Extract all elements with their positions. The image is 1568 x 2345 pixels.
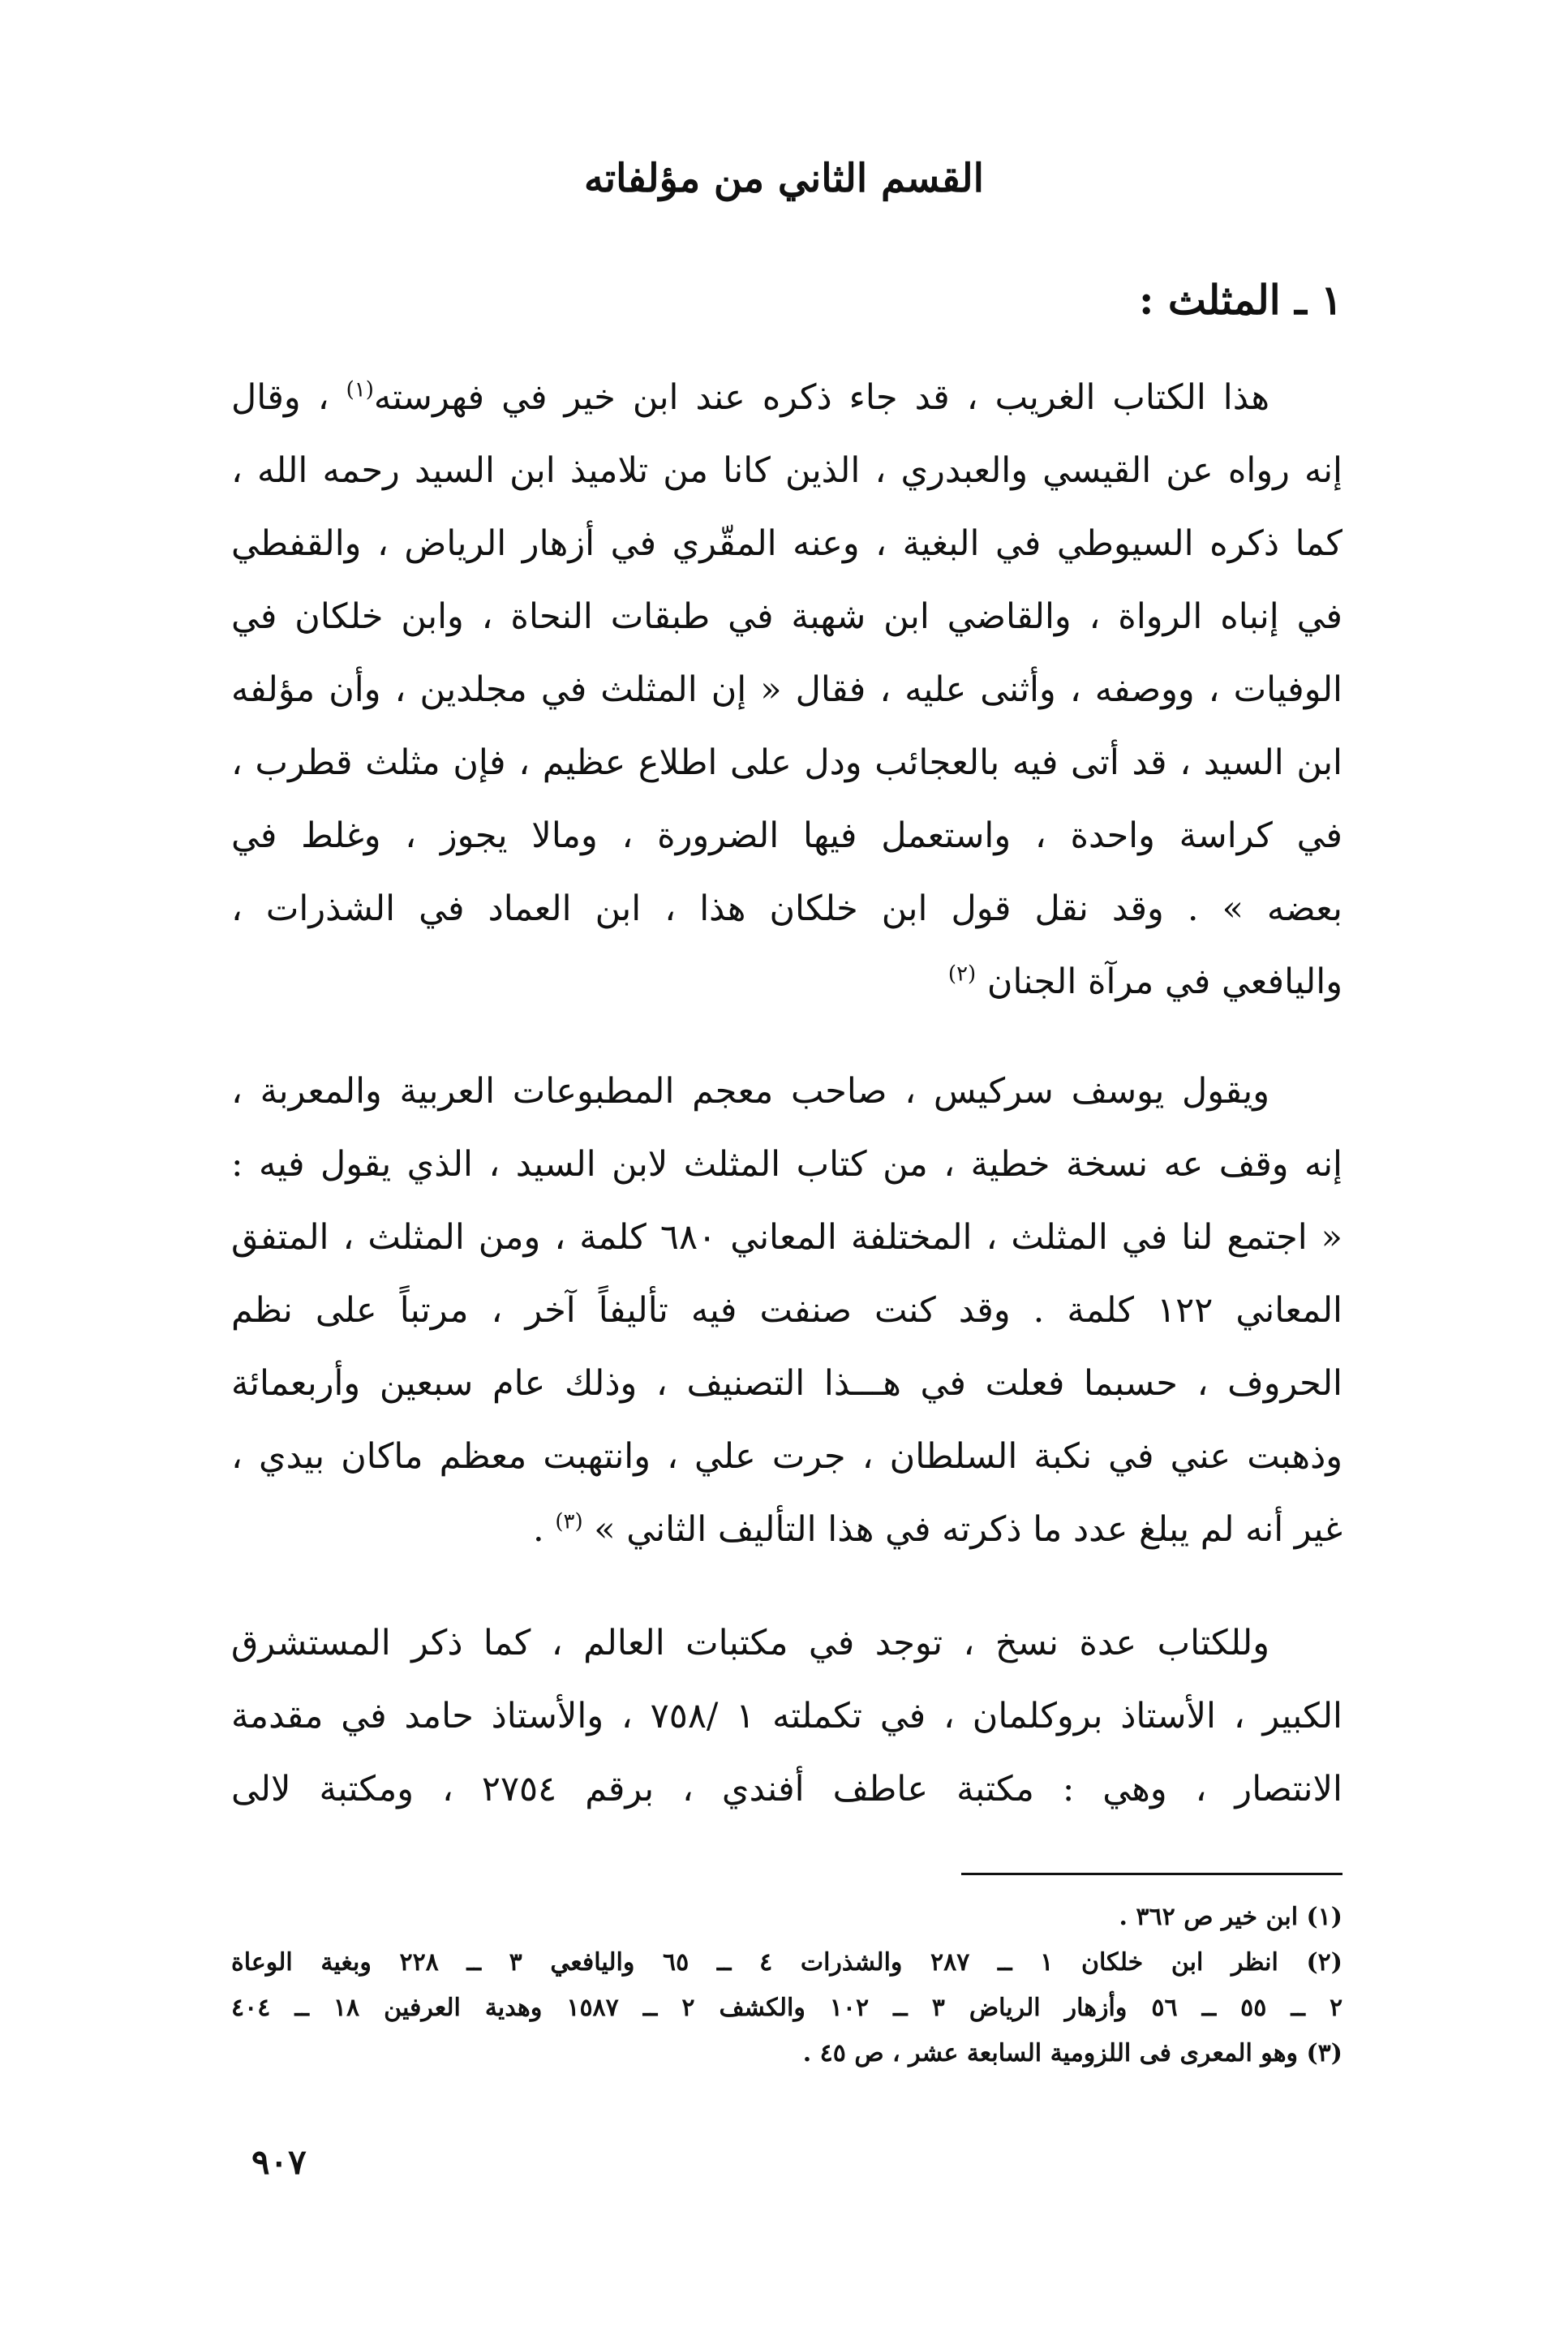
paragraph-line: كما ذكره السيوطي في البغية ، وعنه المقّري في أزهار الرياض ، والقفطي (231, 523, 1342, 564)
page-number: ٩٠٧ (251, 2142, 307, 2182)
paragraph-line: الكبير ، الأستاذ بروكلمان ، في تكملته ١ /٧٥٨ ، والأستاذ حامد في مقدمة (231, 1696, 1342, 1736)
paragraph-line: واليافعي في مرآة الجنان $^{(٢)}$ (947, 962, 1342, 1002)
paragraph-line: « اجتمع لنا في المثلث ، المختلفة المعاني ٦٨٠ كلمة ، ومن المثلث ، المتفق (231, 1217, 1342, 1258)
paragraph-line: في كراسة واحدة ، واستعمل فيها الضرورة ، ومالا يجوز ، وغلط في (231, 815, 1342, 856)
paragraph-line: هذا الكتاب الغريب ، قد جاء ذكره عند ابن خير في فهرسته$^{(١)}$ ، وقال (231, 377, 1270, 418)
footnote-2-continued: ٢ ــ ٥٥ ــ ٥٦ وأزهار الرياض ٣ ــ ١٠٢ والكشف ٢ ــ ١٥٨٧ وهدية العرفين ١٨ ــ ٤٠٤ (231, 1994, 1342, 2022)
paragraph-line: الوفيات ، ووصفه ، وأثنى عليه ، فقال « إن المثلث في مجلدين ، وأن مؤلفه (231, 669, 1342, 710)
footnote-2: (٢) انظر ابن خلكان ١ ــ ٢٨٧ والشذرات ٤ ــ ٦٥ واليافعي ٣ ــ ٢٢٨ وبغية الوعاة (231, 1948, 1342, 1977)
paragraph-line: وذهبت عني في نكبة السلطان ، جرت علي ، وانتهبت معظم ماكان بيدي ، (231, 1436, 1342, 1477)
paragraph-line: ويقول يوسف سركيس ، صاحب معجم المطبوعات العربية والمعربة ، (231, 1071, 1269, 1112)
paragraph-line: ابن السيد ، قد أتى فيه بالعجائب ودل على اطلاع عظيم ، فإن مثلث قطرب ، (231, 742, 1342, 783)
footnote-divider (961, 1873, 1342, 1875)
paragraph-line: غير أنه لم يبلغ عدد ما ذكرته في هذا التأليف الثاني » $^{(٣)}$ . (532, 1509, 1342, 1550)
paragraph-line: المعاني ١٢٢ كلمة . وقد كنت صنفت فيه تأليفاً آخر ، مرتباً على نظم (231, 1290, 1342, 1331)
paragraph-line: إنه وقف عه نسخة خطية ، من كتاب المثلث لابن السيد ، الذي يقول فيه : (231, 1144, 1342, 1185)
paragraph-line: وللكتاب عدة نسخ ، توجد في مكتبات العالم ، كما ذكر المستشرق (231, 1623, 1269, 1663)
paragraph-line: الحروف ، حسبما فعلت في هـــذا التصنيف ، وذلك عام سبعين وأربعمائة (231, 1363, 1342, 1404)
paragraph-2 (231, 1055, 1342, 1566)
paragraph-1 (231, 361, 1342, 1018)
footnotes (231, 1895, 1342, 2076)
paragraph-line: بعضه » . وقد نقل قول ابن خلكان هذا ، ابن العماد في الشذرات ، (231, 889, 1342, 929)
footnote-1: (١) ابن خير ص ٣٦٢ . (1119, 1903, 1342, 1931)
paragraph-line: الانتصار ، وهي : مكتبة عاطف أفندي ، برقم ٢٧٥٤ ، ومكتبة لالى (231, 1769, 1342, 1809)
footnote-marker-3: (٣) (555, 1509, 583, 1534)
paragraph-3 (231, 1607, 1342, 1826)
section-title: القسم الثاني من مؤلفاته (584, 156, 984, 201)
subheading: ١ ـ المثلث : (1139, 276, 1342, 324)
footnote-marker-2: (٢) (947, 962, 977, 987)
footnote-3: (٣) وهو المعرى فى اللزومية السابعة عشر ، ص ٤٥ . (802, 2039, 1342, 2067)
paragraph-line: إنه رواه عن القيسي والعبدري ، الذين كانا من تلاميذ ابن السيد رحمه الله ، (231, 450, 1342, 491)
paragraph-line: في إنباه الرواة ، والقاضي ابن شهبة في طبقات النحاة ، وابن خلكان في (231, 596, 1342, 637)
footnote-marker-1: (١) (346, 377, 374, 402)
